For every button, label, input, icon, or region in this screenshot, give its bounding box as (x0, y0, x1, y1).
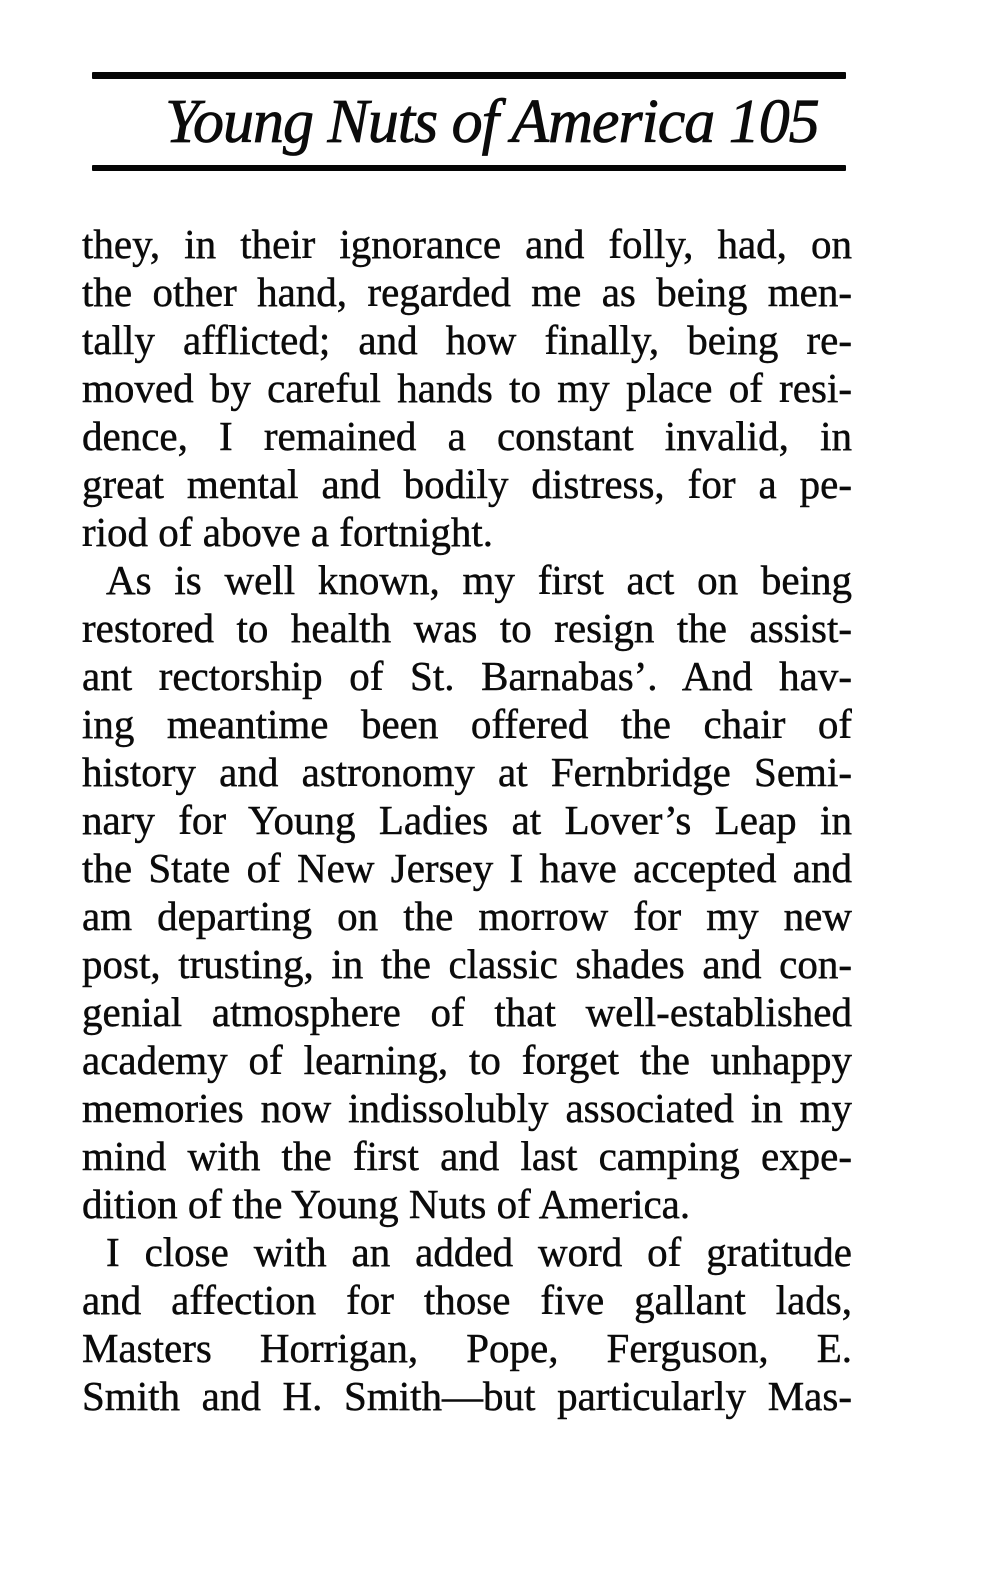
text-line: ant rectorship of St. Barnabas’. And hav- (82, 653, 852, 699)
text-line: riod of above a fortnight. (82, 509, 494, 555)
page-title: Young Nuts of America 105 (165, 87, 819, 156)
text-line: tally afflicted; and how finally, being re- (82, 317, 852, 363)
text-line: memories now indissolubly associated in my (82, 1085, 852, 1131)
text-line: am departing on the morrow for my new (82, 893, 852, 939)
text-line: academy of learning, to forget the unhappy (82, 1037, 852, 1083)
text-line: nary for Young Ladies at Lover’s Leap in (82, 797, 852, 843)
text-line: mind with the first and last camping expe- (82, 1133, 852, 1179)
header-rule-bottom (92, 165, 846, 171)
text-line: ing meantime been offered the chair of (82, 701, 852, 747)
paragraph (82, 220, 852, 556)
text-line: the State of New Jersey I have accepted and (82, 845, 852, 891)
text-line: post, trusting, in the classic shades and con- (82, 941, 852, 987)
text-line: As is well known, my first act on being (106, 557, 852, 603)
text-line: I close with an added word of gratitude (106, 1229, 852, 1275)
paragraph (82, 1228, 852, 1420)
running-header (92, 72, 846, 171)
text-line: genial atmosphere of that well-established (82, 989, 852, 1035)
text-line: Smith and H. Smith—but particularly Mas- (82, 1373, 852, 1419)
text-line: Masters Horrigan, Pope, Ferguson, E. (82, 1325, 852, 1371)
text-line: they, in their ignorance and folly, had, on (82, 221, 852, 267)
header-rule-top (92, 72, 846, 79)
text-line: history and astronomy at Fernbridge Semi- (82, 749, 852, 795)
text-line: dence, I remained a constant invalid, in (82, 413, 852, 459)
paragraph (82, 556, 852, 1228)
text-line: the other hand, regarded me as being men- (82, 269, 852, 315)
text-line: moved by careful hands to my place of resi- (82, 365, 852, 411)
header-title-row (92, 79, 846, 165)
page-body (82, 220, 852, 1420)
text-line: and affection for those five gallant lads, (82, 1277, 852, 1323)
text-line: dition of the Young Nuts of America. (82, 1181, 691, 1227)
text-line: great mental and bodily distress, for a pe- (82, 461, 852, 507)
text-line: restored to health was to resign the assist- (82, 605, 852, 651)
